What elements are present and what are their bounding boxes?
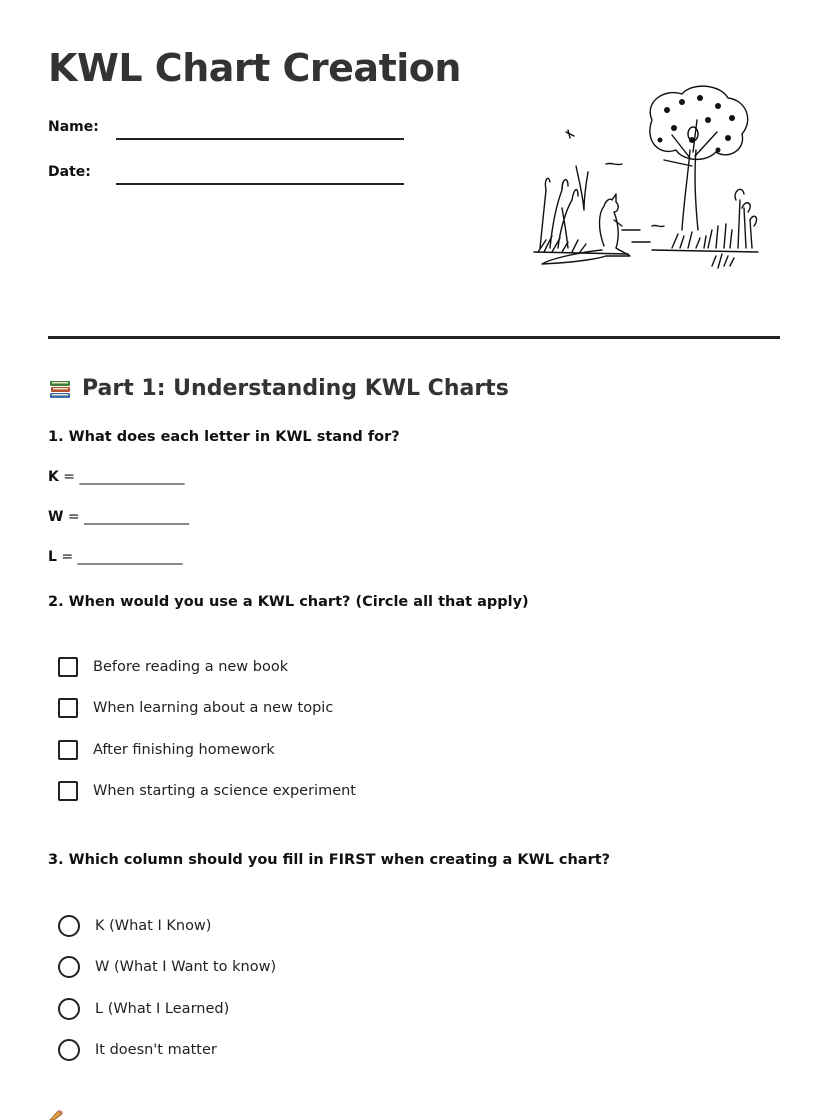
part1-title: Part 1: Understanding KWL Charts: [82, 376, 509, 401]
k-blank[interactable]: = _______________: [58, 469, 185, 485]
q2-option[interactable]: [58, 696, 333, 720]
checkbox[interactable]: [58, 698, 78, 718]
q3-option-label: K (What I Know): [95, 918, 212, 934]
date-line[interactable]: [116, 183, 404, 185]
date-label: Date:: [48, 164, 91, 180]
q3-option-label: It doesn't matter: [95, 1042, 217, 1058]
kangaroo-bushland-illustration: [532, 80, 762, 290]
q3-option-label: W (What I Want to know): [95, 959, 277, 975]
q2-option[interactable]: [58, 738, 275, 762]
part1-heading: [48, 376, 509, 401]
radio-button[interactable]: [58, 998, 80, 1020]
question-1: 1. What does each letter in KWL stand for?: [48, 429, 400, 445]
q3-option[interactable]: [58, 955, 276, 979]
k-letter: K: [48, 469, 59, 485]
l-blank[interactable]: = _______________: [56, 549, 183, 565]
pencil-icon: [48, 1110, 66, 1120]
q3-option[interactable]: [58, 1038, 217, 1062]
name-field[interactable]: [48, 116, 408, 140]
q2-option-label: When starting a science experiment: [93, 783, 356, 799]
q3-option[interactable]: [58, 997, 229, 1021]
w-answer-line[interactable]: [48, 509, 189, 525]
l-answer-line[interactable]: [48, 549, 183, 565]
name-line[interactable]: [116, 138, 404, 140]
checkbox[interactable]: [58, 740, 78, 760]
q2-option-label: Before reading a new book: [93, 659, 289, 675]
radio-button[interactable]: [58, 1039, 80, 1061]
w-letter: W: [48, 509, 64, 525]
books-icon: [48, 377, 72, 401]
k-answer-line[interactable]: [48, 469, 185, 485]
q2-option[interactable]: [58, 655, 288, 679]
radio-button[interactable]: [58, 956, 80, 978]
checkbox[interactable]: [58, 657, 78, 677]
q3-option[interactable]: [58, 914, 211, 938]
q3-option-label: L (What I Learned): [95, 1001, 230, 1017]
radio-button[interactable]: [58, 915, 80, 937]
question-3: 3. Which column should you fill in FIRST when creating a KWL chart?: [48, 852, 611, 868]
checkbox[interactable]: [58, 781, 78, 801]
w-blank[interactable]: = _______________: [63, 509, 190, 525]
q2-option-label: When learning about a new topic: [93, 700, 334, 716]
page-title: KWL Chart Creation: [48, 46, 461, 90]
q2-option[interactable]: [58, 779, 356, 803]
date-field[interactable]: [48, 161, 408, 185]
question-2: 2. When would you use a KWL chart? (Circle all that apply): [48, 594, 529, 610]
q2-option-label: After finishing homework: [93, 742, 275, 758]
l-letter: L: [48, 549, 57, 565]
name-label: Name:: [48, 119, 99, 135]
section-divider: [48, 336, 780, 339]
